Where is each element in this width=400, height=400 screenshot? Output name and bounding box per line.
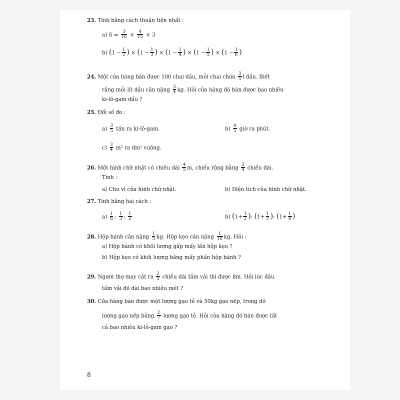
problem-25-c: c) $\frac{3}{4}$ m² ra dm² vuông. <box>102 142 162 153</box>
document-page <box>60 10 350 390</box>
problem-25-b: b) $\frac{4}{5}$ giờ ra phút. <box>225 123 271 134</box>
problem-27-b: b) (1+ $\frac{1}{2}$ ): (1+ $\frac{1}{3}$ ): (1+ $\frac{1}{4}$ ) <box>225 211 296 222</box>
problem-29-line2: tấm vải đó dài bao nhiêu mét ? <box>102 286 184 292</box>
problem-26-line2: Tính : <box>102 175 118 181</box>
page-number: 8 <box>87 372 91 379</box>
problem-24-line2: rằng mỗi lít dầu cân nặng $\frac{3}{4}$ kg. Hỏi cửa hàng đó bán được bao nhiêu <box>102 84 284 95</box>
problem-29-line1: 29. Người thợ may cắt ra $\frac{2}{5}$ chiều dài tấm vải thì được 8m. Hỏi lúc đầu <box>87 271 275 282</box>
problem-28-b: b) Hộp kẹo có khối lượng bằng mấy phần hộp bánh ? <box>102 255 241 261</box>
problem-26-a: a) Chu vi của hình chữ nhật. <box>102 187 177 193</box>
fraction: $\frac{3}{16}$ <box>121 29 127 40</box>
problem-23-a: a) S = $\frac{3}{16}$ × $\frac{4}{15}$ × 3 <box>102 29 156 40</box>
problem-30-line3: cả bao nhiêu ki-lô-gam gạo ? <box>102 325 178 331</box>
problem-27-a: a) $\frac{1}{6}$ : $\frac{1}{3}$ : $\frac{1}{2}$ <box>102 211 132 222</box>
problem-27-title: 27. Tính bằng hai cách : <box>87 199 152 205</box>
problem-28-line1: 28. Hộp bánh cân nặng $\frac{1}{5}$ kg. Hộp kẹo cân nặng $\frac{1}{10}$ kg. Hỏi : <box>87 231 247 242</box>
problem-24-line3: ki-lô-gam dầu ? <box>102 97 143 103</box>
problem-28-a: a) Hộp bánh có khối lượng gấp mấy lần hộp kẹo ? <box>102 244 233 250</box>
problem-25-a: a) $\frac{3}{5}$ tấn ra ki-lô-gam. <box>102 123 160 134</box>
problem-25-title: 25. Đổi số đo : <box>87 110 126 116</box>
fraction: $\frac{4}{15}$ <box>137 29 143 40</box>
problem-23-title: 23. Tính bằng cách thuận tiện nhất : <box>87 18 184 24</box>
problem-30-line2: lượng gạo nếp bằng $\frac{2}{7}$ lượng gạo tẻ. Hỏi cửa hàng đó bán được tất <box>102 310 278 321</box>
problem-26-b: b) Diện tích của hình chữ nhật. <box>225 187 307 193</box>
problem-30-line1: 30. Cửa hàng bán được một lượng gạo tẻ và 50kg gạo nếp, trong đó <box>87 299 266 305</box>
problem-24-line1: 24. Một cửa hàng bán được 100 chai dầu, mỗi chai chứa $\frac{3}{5}$ l dầu. Biết <box>87 71 270 82</box>
problem-26-line1: 26. Một hình chữ nhật có chiều dài $\frac{4}{5}$ m, chiều rộng bằng $\frac{3}{4}$ chiều dài. <box>87 162 274 173</box>
problem-23-b: b) (1 − $\frac{1}{2}$ ) × (1 − $\frac{1}{3}$ ) × (1 − $\frac{1}{4}$ ) × (1 − $\frac{1}{5}$ ) × (1 − $\frac{1}{6}$ ) <box>102 47 242 58</box>
